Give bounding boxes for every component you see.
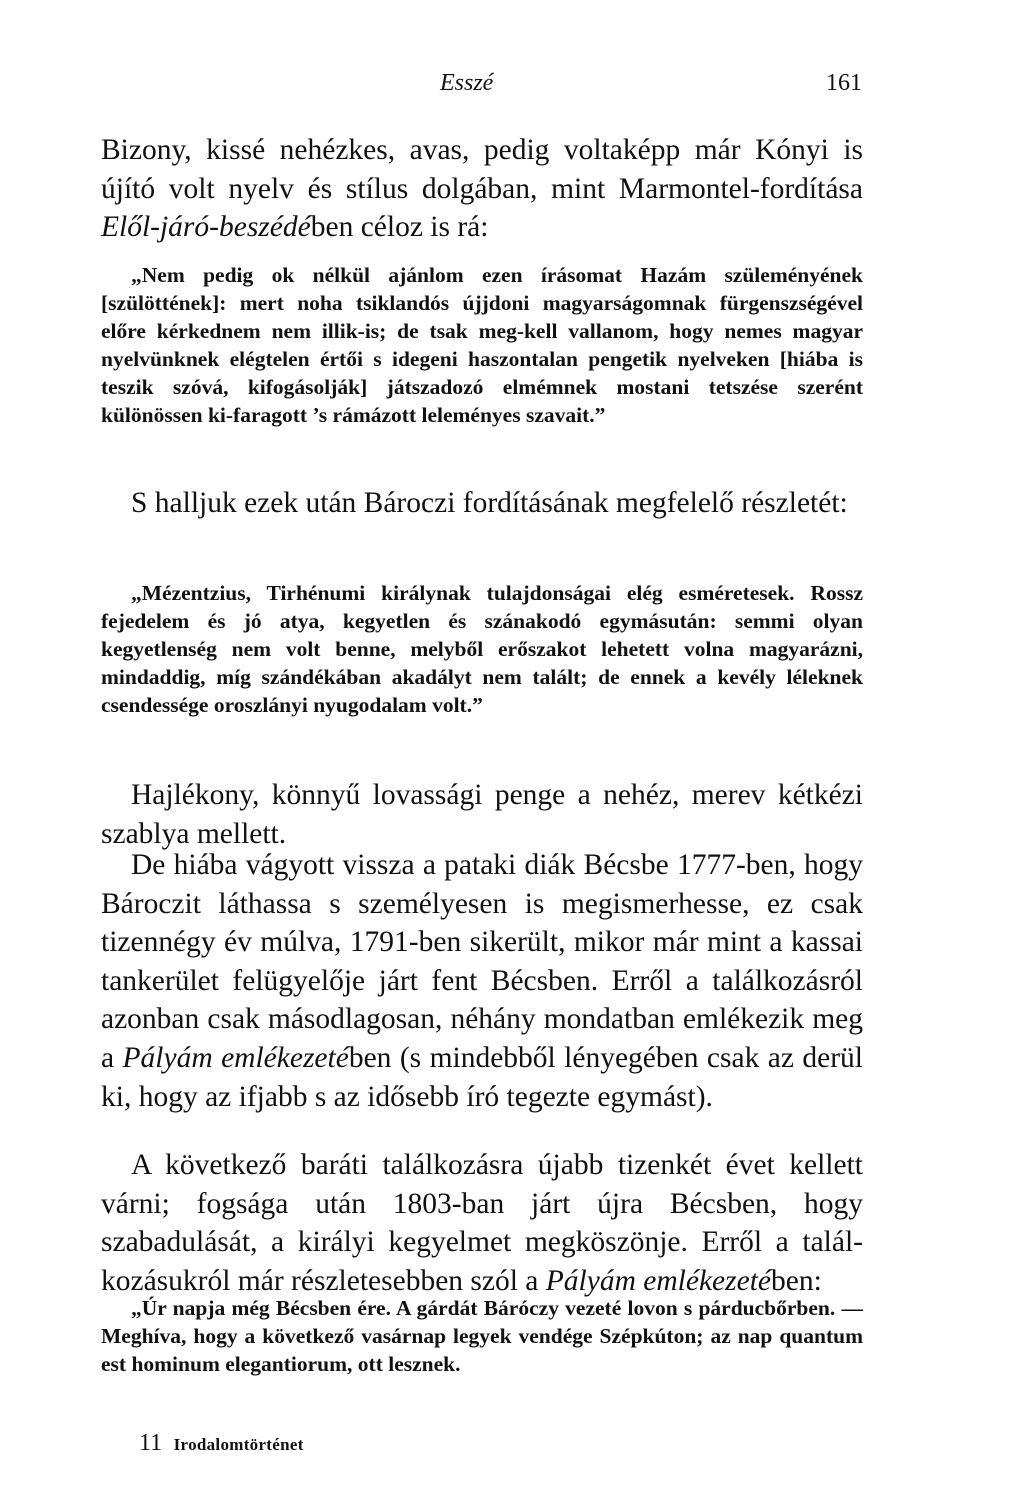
book-title-italic: Elől-járó-beszédé: [101, 211, 311, 244]
book-title-italic: Pályám emlékezeté: [545, 1264, 772, 1297]
paragraph-5-text: A következő baráti találkozásra újabb tizenkét évet kellett várni; fogsága után 1803-ban járt újra Bécsben, hogy szabadulását, a királyi kegyelmet megköszönje. Erről a találkozásukról már részletesebben szól a: [101, 1149, 863, 1297]
printer-signature: [139, 1430, 304, 1457]
paragraph-2: S halljuk ezek után Bároczi fordításának megfelelő részletét:: [131, 487, 848, 519]
paragraph-5-end: ben:: [771, 1264, 822, 1297]
paragraph-3: Hajlékony, könnyű lovassági penge a nehéz, merev kétkézi szablya mellett.: [101, 779, 863, 850]
paragraph-1-text: Bizony, kissé nehézkes, avas, pedig voltaképp már Kónyi is újító volt nyelv és stílus dolgában, mint Marmontel-fordítása: [101, 134, 863, 205]
paragraph-1: [101, 131, 863, 247]
signature-number: 11: [139, 1430, 163, 1456]
quote-baroczi: „Mézentzius, Tirhénumi királynak tulajdonságai elég esméretesek. Rossz fejedelem és jó atya, kegyetlen és szánakodó egymásután: semmi olyan kegyetlenség nem volt benne, melyből erőszakot lehetett volna magyarázni, mindaddig, míg szándékában akadályt nem talált; de ennek a kevély léleknek csendessége oroszlányi nyugodalam volt.”: [101, 581, 863, 717]
paragraph-4-text: De hiába vágyott vissza a pataki diák Bécsbe 1777-ben, hogy Bároczit láthassa s személyesen is megismerhesse, ez csak tizennégy év múlva, 1791-ben sikerült, mikor már mint a kassai tankerület felügyelője járt fent Bécsben. Erről a találkozásról azonban csak másodlagosan, néhány mondatban emlékezik meg a: [101, 849, 863, 1074]
book-title-italic: Pályám emlékezeté: [122, 1041, 349, 1074]
paragraph-1-end: ben céloz is rá:: [310, 211, 489, 244]
quote-konyi: „Nem pedig ok nélkül ajánlom ezen írásomat Hazám szüleményének [szülöttének]: mert noha tsiklandós újjdoni magyarságomnak fürgenszségével előre kérkednem nem illik-is; de tsak meg-kell vallanom, hogy nemes magyar nyelvünknek elégtelen értői s idegeni haszontalan pengetik nyelveken [hiába is teszik szóvá, kifogásolják] játszadozó elmémnek mostani tetszése szerént különössen ki-faragott ’s rámázott leleményes szavait.”: [101, 263, 863, 427]
paragraph-4-end: ben (s mindebből lényegében csak az derül ki, hogy az ifjabb s az idősebb író tegezte egymást).: [101, 1041, 863, 1113]
paragraph-4: [101, 846, 863, 1116]
quote-urnapja: „Úr napja még Bécsben ére. A gárdát Báróczy vezeté lovon s párducbőrben. — Meghíva, hogy a következő vasárnap legyek vendége Szépkúton; az nap quantum est hominum elegantiorum, ott lesznek.: [101, 1296, 863, 1376]
signature-text: Irodalomtörténet: [173, 1435, 304, 1454]
page-number: 161: [826, 70, 862, 96]
paragraph-5: [101, 1146, 863, 1300]
running-title: Esszé: [440, 70, 494, 96]
